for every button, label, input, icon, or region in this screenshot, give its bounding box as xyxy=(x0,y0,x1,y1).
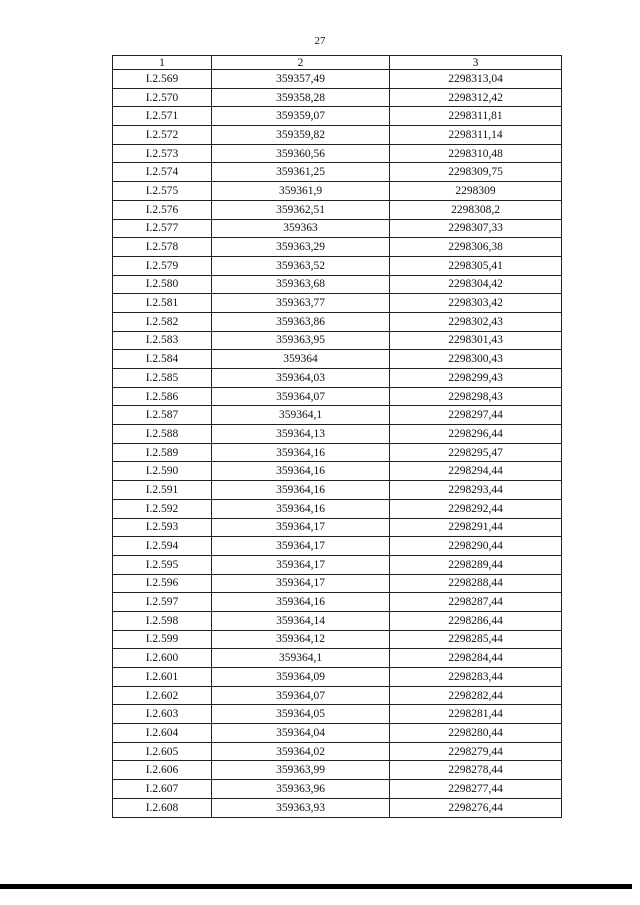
x-coordinate-cell: 359359,82 xyxy=(212,126,390,145)
x-coordinate-cell: 359363 xyxy=(212,219,390,238)
coordinates-table xyxy=(112,55,562,818)
table-row xyxy=(113,144,562,163)
table-row xyxy=(113,331,562,350)
y-coordinate-cell: 2298283,44 xyxy=(390,668,562,687)
point-id-cell: I.2.582 xyxy=(113,312,212,331)
y-coordinate-cell: 2298305,41 xyxy=(390,256,562,275)
y-coordinate-cell: 2298297,44 xyxy=(390,406,562,425)
point-id-cell: I.2.603 xyxy=(113,705,212,724)
table-row xyxy=(113,182,562,201)
y-coordinate-cell: 2298307,33 xyxy=(390,219,562,238)
x-coordinate-cell: 359364,02 xyxy=(212,742,390,761)
table-row xyxy=(113,518,562,537)
x-coordinate-cell: 359358,28 xyxy=(212,88,390,107)
y-coordinate-cell: 2298300,43 xyxy=(390,350,562,369)
point-id-cell: I.2.577 xyxy=(113,219,212,238)
table-row xyxy=(113,742,562,761)
table-row xyxy=(113,219,562,238)
table-row xyxy=(113,705,562,724)
column-header-point: 1 xyxy=(113,56,212,70)
y-coordinate-cell: 2298311,81 xyxy=(390,107,562,126)
y-coordinate-cell: 2298288,44 xyxy=(390,574,562,593)
point-id-cell: I.2.585 xyxy=(113,369,212,388)
point-id-cell: I.2.596 xyxy=(113,574,212,593)
x-coordinate-cell: 359361,9 xyxy=(212,182,390,201)
x-coordinate-cell: 359363,86 xyxy=(212,312,390,331)
x-coordinate-cell: 359364,07 xyxy=(212,387,390,406)
x-coordinate-cell: 359364,17 xyxy=(212,537,390,556)
y-coordinate-cell: 2298313,04 xyxy=(390,70,562,89)
x-coordinate-cell: 359360,56 xyxy=(212,144,390,163)
point-id-cell: I.2.595 xyxy=(113,555,212,574)
page-number: 27 xyxy=(314,35,326,47)
y-coordinate-cell: 2298293,44 xyxy=(390,481,562,500)
x-coordinate-cell: 359364,07 xyxy=(212,686,390,705)
table-row xyxy=(113,780,562,799)
x-coordinate-cell: 359364,16 xyxy=(212,462,390,481)
y-coordinate-cell: 2298309,75 xyxy=(390,163,562,182)
y-coordinate-cell: 2298302,43 xyxy=(390,312,562,331)
y-coordinate-cell: 2298281,44 xyxy=(390,705,562,724)
point-id-cell: I.2.597 xyxy=(113,593,212,612)
y-coordinate-cell: 2298312,42 xyxy=(390,88,562,107)
point-id-cell: I.2.575 xyxy=(113,182,212,201)
y-coordinate-cell: 2298289,44 xyxy=(390,555,562,574)
y-coordinate-cell: 2298298,43 xyxy=(390,387,562,406)
table-row xyxy=(113,481,562,500)
y-coordinate-cell: 2298304,42 xyxy=(390,275,562,294)
table-row xyxy=(113,425,562,444)
table-row xyxy=(113,724,562,743)
table-row xyxy=(113,350,562,369)
y-coordinate-cell: 2298292,44 xyxy=(390,499,562,518)
point-id-cell: I.2.590 xyxy=(113,462,212,481)
column-header-y: 3 xyxy=(390,56,562,70)
point-id-cell: I.2.587 xyxy=(113,406,212,425)
x-coordinate-cell: 359362,51 xyxy=(212,200,390,219)
y-coordinate-cell: 2298287,44 xyxy=(390,593,562,612)
y-coordinate-cell: 2298301,43 xyxy=(390,331,562,350)
x-coordinate-cell: 359363,77 xyxy=(212,294,390,313)
point-id-cell: I.2.593 xyxy=(113,518,212,537)
y-coordinate-cell: 2298308,2 xyxy=(390,200,562,219)
table-row xyxy=(113,312,562,331)
point-id-cell: I.2.583 xyxy=(113,331,212,350)
y-coordinate-cell: 2298280,44 xyxy=(390,724,562,743)
table-body xyxy=(113,70,562,818)
y-coordinate-cell: 2298295,47 xyxy=(390,443,562,462)
point-id-cell: I.2.586 xyxy=(113,387,212,406)
point-id-cell: I.2.573 xyxy=(113,144,212,163)
y-coordinate-cell: 2298286,44 xyxy=(390,611,562,630)
x-coordinate-cell: 359363,68 xyxy=(212,275,390,294)
point-id-cell: I.2.584 xyxy=(113,350,212,369)
table-row xyxy=(113,107,562,126)
point-id-cell: I.2.571 xyxy=(113,107,212,126)
table-row xyxy=(113,630,562,649)
x-coordinate-cell: 359364,1 xyxy=(212,649,390,668)
x-coordinate-cell: 359363,52 xyxy=(212,256,390,275)
table-row xyxy=(113,761,562,780)
point-id-cell: I.2.581 xyxy=(113,294,212,313)
point-id-cell: I.2.605 xyxy=(113,742,212,761)
x-coordinate-cell: 359361,25 xyxy=(212,163,390,182)
table-row xyxy=(113,668,562,687)
table-row xyxy=(113,611,562,630)
table-row xyxy=(113,275,562,294)
table-row xyxy=(113,294,562,313)
y-coordinate-cell: 2298306,38 xyxy=(390,238,562,257)
table-row xyxy=(113,406,562,425)
x-coordinate-cell: 359357,49 xyxy=(212,70,390,89)
y-coordinate-cell: 2298294,44 xyxy=(390,462,562,481)
y-coordinate-cell: 2298296,44 xyxy=(390,425,562,444)
point-id-cell: I.2.569 xyxy=(113,70,212,89)
y-coordinate-cell: 2298290,44 xyxy=(390,537,562,556)
x-coordinate-cell: 359364,16 xyxy=(212,481,390,500)
point-id-cell: I.2.602 xyxy=(113,686,212,705)
x-coordinate-cell: 359363,93 xyxy=(212,798,390,817)
table-row xyxy=(113,256,562,275)
x-coordinate-cell: 359364,17 xyxy=(212,574,390,593)
table-row xyxy=(113,387,562,406)
point-id-cell: I.2.574 xyxy=(113,163,212,182)
y-coordinate-cell: 2298303,42 xyxy=(390,294,562,313)
x-coordinate-cell: 359364,09 xyxy=(212,668,390,687)
point-id-cell: I.2.598 xyxy=(113,611,212,630)
x-coordinate-cell: 359364,12 xyxy=(212,630,390,649)
point-id-cell: I.2.592 xyxy=(113,499,212,518)
point-id-cell: I.2.594 xyxy=(113,537,212,556)
x-coordinate-cell: 359359,07 xyxy=(212,107,390,126)
x-coordinate-cell: 359364,16 xyxy=(212,593,390,612)
x-coordinate-cell: 359364,14 xyxy=(212,611,390,630)
x-coordinate-cell: 359364,03 xyxy=(212,369,390,388)
y-coordinate-cell: 2298311,14 xyxy=(390,126,562,145)
table-row xyxy=(113,238,562,257)
y-coordinate-cell: 2298278,44 xyxy=(390,761,562,780)
table-row xyxy=(113,555,562,574)
point-id-cell: I.2.588 xyxy=(113,425,212,444)
point-id-cell: I.2.607 xyxy=(113,780,212,799)
point-id-cell: I.2.591 xyxy=(113,481,212,500)
y-coordinate-cell: 2298279,44 xyxy=(390,742,562,761)
y-coordinate-cell: 2298310,48 xyxy=(390,144,562,163)
point-id-cell: I.2.579 xyxy=(113,256,212,275)
y-coordinate-cell: 2298277,44 xyxy=(390,780,562,799)
table-row xyxy=(113,200,562,219)
point-id-cell: I.2.576 xyxy=(113,200,212,219)
y-coordinate-cell: 2298282,44 xyxy=(390,686,562,705)
y-coordinate-cell: 2298285,44 xyxy=(390,630,562,649)
x-coordinate-cell: 359364,17 xyxy=(212,555,390,574)
table-row xyxy=(113,88,562,107)
y-coordinate-cell: 2298299,43 xyxy=(390,369,562,388)
table-row xyxy=(113,499,562,518)
table-row xyxy=(113,163,562,182)
point-id-cell: I.2.608 xyxy=(113,798,212,817)
x-coordinate-cell: 359364,05 xyxy=(212,705,390,724)
x-coordinate-cell: 359363,96 xyxy=(212,780,390,799)
point-id-cell: I.2.600 xyxy=(113,649,212,668)
x-coordinate-cell: 359364,16 xyxy=(212,443,390,462)
table-row xyxy=(113,462,562,481)
table-row xyxy=(113,443,562,462)
point-id-cell: I.2.570 xyxy=(113,88,212,107)
y-coordinate-cell: 2298291,44 xyxy=(390,518,562,537)
point-id-cell: I.2.572 xyxy=(113,126,212,145)
y-coordinate-cell: 2298284,44 xyxy=(390,649,562,668)
column-header-x: 2 xyxy=(212,56,390,70)
x-coordinate-cell: 359363,29 xyxy=(212,238,390,257)
point-id-cell: I.2.599 xyxy=(113,630,212,649)
table-row xyxy=(113,686,562,705)
point-id-cell: I.2.589 xyxy=(113,443,212,462)
y-coordinate-cell: 2298276,44 xyxy=(390,798,562,817)
table-row xyxy=(113,798,562,817)
x-coordinate-cell: 359363,99 xyxy=(212,761,390,780)
point-id-cell: I.2.578 xyxy=(113,238,212,257)
y-coordinate-cell: 2298309 xyxy=(390,182,562,201)
x-coordinate-cell: 359364,16 xyxy=(212,499,390,518)
table-row xyxy=(113,70,562,89)
x-coordinate-cell: 359364 xyxy=(212,350,390,369)
table-row xyxy=(113,537,562,556)
x-coordinate-cell: 359364,1 xyxy=(212,406,390,425)
x-coordinate-cell: 359364,04 xyxy=(212,724,390,743)
x-coordinate-cell: 359364,13 xyxy=(212,425,390,444)
x-coordinate-cell: 359363,95 xyxy=(212,331,390,350)
point-id-cell: I.2.601 xyxy=(113,668,212,687)
table-row xyxy=(113,574,562,593)
table-row xyxy=(113,126,562,145)
x-coordinate-cell: 359364,17 xyxy=(212,518,390,537)
table-row xyxy=(113,369,562,388)
point-id-cell: I.2.604 xyxy=(113,724,212,743)
table-header-row xyxy=(113,56,562,70)
bottom-rule xyxy=(0,884,632,889)
table-row xyxy=(113,593,562,612)
point-id-cell: I.2.606 xyxy=(113,761,212,780)
table-row xyxy=(113,649,562,668)
point-id-cell: I.2.580 xyxy=(113,275,212,294)
